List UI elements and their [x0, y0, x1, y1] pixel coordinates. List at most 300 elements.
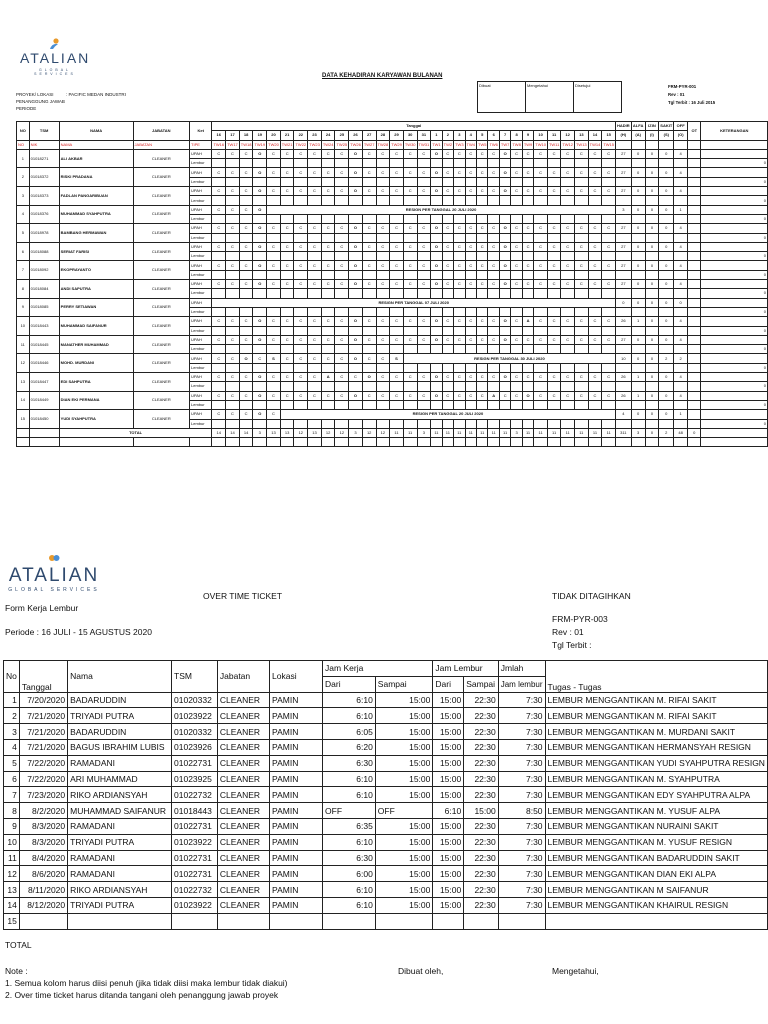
lembur-cell [280, 419, 294, 428]
attendance-mark: C [267, 391, 281, 400]
col-off: OFF [674, 122, 688, 131]
row-tugas: LEMBUR MENGGANTIKAN M. YUSUF ALPA [545, 803, 767, 819]
summary-s: 0 [659, 317, 674, 326]
attendance-mark: C [561, 149, 575, 158]
col-sub: (S) [659, 131, 674, 140]
code-row-day: TW5 [477, 140, 488, 149]
lembur-cell [335, 400, 349, 409]
day-header: 3 [454, 131, 465, 140]
day-header: 10 [534, 131, 548, 140]
empty-cell [602, 438, 616, 447]
total-ot: 0 [688, 428, 701, 437]
lembur-cell [390, 307, 404, 316]
keterangan-cell [701, 261, 768, 270]
lembur-cell [499, 252, 510, 261]
lembur-cell [534, 159, 548, 168]
summary-h: 26 [616, 373, 632, 382]
empty-cell [362, 438, 376, 447]
lembur-cell [403, 177, 417, 186]
attendance-mark: C [534, 335, 548, 344]
lembur-cell [547, 289, 560, 298]
keterangan-cell [701, 335, 768, 344]
total-day: 13 [308, 428, 322, 437]
lembur-summary [674, 326, 688, 335]
row-no: 11 [4, 850, 20, 866]
row-nama: MUHAMMAD SAIFANUR [68, 803, 172, 819]
attendance-mark: C [417, 168, 431, 177]
attendance-mark: A [522, 317, 533, 326]
lembur-cell [294, 382, 308, 391]
summary-a: 0 [631, 187, 645, 196]
lembur-cell [561, 363, 575, 372]
row-lembur-sampai: 22:30 [464, 866, 499, 882]
lembur-cell [308, 233, 322, 242]
attendance-mark: C [308, 373, 322, 382]
day-header: 4 [465, 131, 476, 140]
summary-ot [688, 317, 701, 326]
lembur-cell [280, 382, 294, 391]
row-tanggal: 7/23/2020 [19, 787, 67, 803]
attendance-mark: C [417, 261, 431, 270]
lembur-summary [659, 270, 674, 279]
summary-s: 0 [659, 149, 674, 158]
total-day: 3 [253, 428, 267, 437]
lembur-cell [403, 419, 417, 428]
employee-jabatan: CLEANER [133, 168, 189, 187]
doc-date: Tgl Terbit : 16 Juli 2015 [668, 100, 716, 105]
empty-cell [133, 438, 189, 447]
attendance-mark: C [574, 335, 588, 344]
lembur-cell [442, 159, 453, 168]
keterangan-cell [701, 298, 768, 307]
lembur-cell [547, 326, 560, 335]
table-row [4, 850, 768, 866]
logo-name: ATALIAN [20, 50, 91, 66]
attendance-mark: O [239, 354, 253, 363]
lembur-cell [511, 289, 522, 298]
attendance-mark: C [212, 335, 226, 344]
lembur-cell [362, 196, 376, 205]
lembur-cell [267, 270, 281, 279]
row-kerja-sampai: 15:00 [375, 708, 433, 724]
lembur-summary [631, 363, 645, 372]
row-kerja-dari: 6:30 [323, 850, 376, 866]
lembur-cell [294, 400, 308, 409]
day-header: 16 [212, 131, 226, 140]
attendance-mark: O [522, 391, 533, 400]
row-nama: RIKO ARDIANSYAH [68, 787, 172, 803]
lembur-cell [417, 159, 431, 168]
row-lembur-dari: 15:00 [433, 818, 464, 834]
day-header: 18 [239, 131, 253, 140]
attendance-mark: C [588, 187, 602, 196]
lembur-cell [477, 307, 488, 316]
attendance-mark: C [465, 149, 476, 158]
lembur-cell [522, 159, 533, 168]
attendance-mark: C [390, 224, 404, 233]
col-nama: Nama [68, 661, 172, 693]
attendance-mark: C [534, 317, 548, 326]
row-kerja-dari: OFF [323, 803, 376, 819]
day-header: 30 [403, 131, 417, 140]
empty-cell [442, 438, 453, 447]
code-row-day: TW29 [390, 140, 404, 149]
row-tugas: LEMBUR MENGGANTIKAN HERMANSYAH RESIGN [545, 739, 767, 755]
summary-s: 0 [659, 261, 674, 270]
empty-cell [308, 438, 322, 447]
summary-h: 27 [616, 335, 632, 344]
lembur-cell [212, 419, 226, 428]
attendance-mark: C [454, 373, 465, 382]
attendance-mark: C [477, 335, 488, 344]
employee-tsm: 01018376 [29, 205, 59, 224]
empty-cell [631, 438, 645, 447]
lembur-cell [267, 345, 281, 354]
lembur-cell [403, 382, 417, 391]
attendance-mark: C [403, 149, 417, 158]
code-row-cell: JABATAN [133, 140, 189, 149]
code-row-day: TW23 [308, 140, 322, 149]
lembur-summary [631, 270, 645, 279]
code-row-cell: NAMA [59, 140, 133, 149]
summary-o: 2 [674, 354, 688, 363]
attendance-mark: C [308, 187, 322, 196]
lembur-cell [465, 289, 476, 298]
attendance-mark: C [547, 280, 560, 289]
lembur-cell [499, 159, 510, 168]
attendance-mark: C [390, 187, 404, 196]
attendance-mark: C [212, 242, 226, 251]
attendance-mark: C [511, 149, 522, 158]
attendance-mark: O [349, 149, 363, 158]
row-nama: RAMADANI [68, 850, 172, 866]
row-tsm: 01023922 [172, 834, 218, 850]
attendance-mark: C [294, 149, 308, 158]
ket-upah: UPAH [190, 354, 212, 363]
attendance-mark: C [477, 168, 488, 177]
row-lembur-dari: 15:00 [433, 897, 464, 913]
table-row [17, 168, 768, 177]
row-jumlah: 7:30 [498, 850, 545, 866]
attendance-mark: C [226, 205, 240, 214]
row-jabatan: CLEANER [217, 818, 269, 834]
attendance-mark: C [308, 149, 322, 158]
attendance-mark: C [442, 280, 453, 289]
attendance-mark: C [267, 280, 281, 289]
col-kerja-sampai: Sampai [375, 676, 433, 692]
lembur-cell [349, 159, 363, 168]
empty-cell [280, 438, 294, 447]
attendance-mark: C [454, 149, 465, 158]
code-row-day: TW24 [321, 140, 335, 149]
lembur-cell [390, 196, 404, 205]
lembur-cell [499, 382, 510, 391]
lembur-summary [659, 326, 674, 335]
attendance-mark: C [403, 391, 417, 400]
total-blank [701, 428, 768, 437]
col-jumlah-sub: Jam lembur [498, 676, 545, 692]
attendance-mark: C [534, 391, 548, 400]
lembur-cell [499, 345, 510, 354]
total-day: 11 [488, 428, 499, 437]
table-row [17, 391, 768, 400]
row-nama: RAMADANI [68, 818, 172, 834]
col-lokasi: Lokasi [270, 661, 323, 693]
lembur-cell [522, 214, 533, 223]
lembur-keterangan: 0 [701, 345, 768, 354]
lembur-cell [442, 382, 453, 391]
lembur-cell [602, 270, 616, 279]
lembur-cell [561, 419, 575, 428]
attendance-mark: C [534, 187, 548, 196]
attendance-mark: O [253, 410, 267, 419]
row-nama: TRIYADI PUTRA [68, 834, 172, 850]
ket-upah: UPAH [190, 149, 212, 158]
lembur-cell [253, 177, 267, 186]
lembur-cell [442, 289, 453, 298]
attendance-mark: C [588, 261, 602, 270]
attendance-mark: C [477, 242, 488, 251]
row-no: 8 [4, 803, 20, 819]
employee-jabatan: CLEANER [133, 317, 189, 336]
attendance-mark: C [267, 224, 281, 233]
attendance-mark: C [534, 280, 548, 289]
attendance-mark: C [522, 168, 533, 177]
summary-ot [688, 298, 701, 307]
lembur-cell [294, 177, 308, 186]
attendance-mark: O [499, 261, 510, 270]
attendance-mark: C [588, 317, 602, 326]
attendance-mark: C [499, 391, 510, 400]
attendance-mark: O [253, 205, 267, 214]
lembur-keterangan: 0 [701, 289, 768, 298]
employee-jabatan: CLEANER [133, 354, 189, 373]
lembur-cell [226, 289, 240, 298]
employee-tsm: 01018978 [29, 224, 59, 243]
lembur-summary [616, 307, 632, 316]
empty-cell [688, 438, 701, 447]
summary-h: 4 [616, 410, 632, 419]
attendance-mark: O [253, 391, 267, 400]
lembur-cell [431, 159, 442, 168]
lembur-cell [454, 196, 465, 205]
col-jam-kerja: Jam Kerja [323, 661, 433, 677]
lembur-cell [454, 419, 465, 428]
lembur-summary [674, 382, 688, 391]
row-nama: ARI MUHAMMAD [68, 771, 172, 787]
lembur-cell [294, 196, 308, 205]
lembur-cell [376, 307, 390, 316]
employee-jabatan: CLEANER [133, 410, 189, 429]
lembur-cell [574, 252, 588, 261]
summary-h: 27 [616, 187, 632, 196]
attendance-mark: C [280, 261, 294, 270]
attendance-mark: C [454, 391, 465, 400]
lembur-cell [511, 400, 522, 409]
lembur-cell [454, 159, 465, 168]
sign-box-disetujui: Disetujui [574, 82, 622, 113]
attendance-mark: C [403, 317, 417, 326]
lembur-cell [349, 289, 363, 298]
attendance-mark: C [488, 187, 499, 196]
attendance-mark: C [362, 280, 376, 289]
attendance-mark: C [362, 317, 376, 326]
day-header: 15 [602, 131, 616, 140]
employee-no: 2 [17, 168, 30, 187]
lembur-cell [403, 214, 417, 223]
row-kerja-sampai: 15:00 [375, 866, 433, 882]
lembur-cell [602, 326, 616, 335]
ket-lembur: Lembur [190, 289, 212, 298]
summary-i: 0 [645, 205, 659, 214]
row-kerja-sampai: 15:00 [375, 771, 433, 787]
row-no: 1 [4, 692, 20, 708]
summary-o: 4 [674, 149, 688, 158]
attendance-mark: C [335, 354, 349, 363]
employee-name: EDI SAHPUTRA [59, 373, 133, 392]
lembur-cell [253, 196, 267, 205]
empty-cell [267, 438, 281, 447]
lembur-cell [431, 307, 442, 316]
attendance-mark: C [294, 280, 308, 289]
lembur-cell [212, 345, 226, 354]
lembur-cell [417, 177, 431, 186]
col-jabatan: Jabatan [217, 661, 269, 693]
lembur-cell [522, 289, 533, 298]
attendance-mark: C [335, 335, 349, 344]
lembur-cell [602, 233, 616, 242]
lembur-cell [561, 196, 575, 205]
attendance-mark: C [212, 187, 226, 196]
lembur-cell [511, 177, 522, 186]
summary-ot [688, 149, 701, 158]
row-jabatan [217, 913, 269, 929]
lembur-cell [417, 233, 431, 242]
resign-note: RESIGN PER TANGGAL 30 JULI 2020 [403, 354, 615, 363]
summary-i: 0 [645, 280, 659, 289]
row-lokasi: PAMIN [270, 850, 323, 866]
row-jabatan: CLEANER [217, 882, 269, 898]
row-lokasi: PAMIN [270, 724, 323, 740]
lembur-cell [488, 382, 499, 391]
attendance-mark: C [561, 187, 575, 196]
attendance-mark: C [561, 261, 575, 270]
total-day: 12 [376, 428, 390, 437]
lembur-cell [547, 214, 560, 223]
summary-ot [688, 187, 701, 196]
lembur-cell [561, 177, 575, 186]
row-lembur-sampai: 22:30 [464, 739, 499, 755]
attendance-mark: C [488, 373, 499, 382]
row-jabatan: CLEANER [217, 739, 269, 755]
attendance-mark: C [212, 224, 226, 233]
row-lembur-sampai: 15:00 [464, 803, 499, 819]
ket-upah: UPAH [190, 187, 212, 196]
lembur-cell [280, 177, 294, 186]
code-row-cell [688, 140, 701, 149]
ket-upah: UPAH [190, 242, 212, 251]
summary-o: 4 [674, 168, 688, 177]
summary-a: 0 [631, 242, 645, 251]
lembur-cell [547, 345, 560, 354]
code-row-day: TW30 [403, 140, 417, 149]
lembur-cell [499, 233, 510, 242]
row-kerja-dari: 6:10 [323, 834, 376, 850]
code-row-day: TW27 [362, 140, 376, 149]
row-kerja-dari: 6:10 [323, 708, 376, 724]
attendance-mark: C [574, 261, 588, 270]
lembur-summary [631, 177, 645, 186]
lembur-cell [239, 270, 253, 279]
lembur-cell [431, 233, 442, 242]
lembur-cell [534, 289, 548, 298]
day-header: 2 [442, 131, 453, 140]
lembur-summary [659, 382, 674, 391]
total-day: 14 [226, 428, 240, 437]
row-tanggal [19, 913, 67, 929]
code-row-day: TW31 [417, 140, 431, 149]
attendance-mark: C [477, 149, 488, 158]
total-day: 11 [477, 428, 488, 437]
lembur-summary [645, 214, 659, 223]
summary-i: 0 [645, 354, 659, 363]
atalian-logo-icon [49, 38, 61, 50]
lembur-summary [616, 233, 632, 242]
row-jabatan: CLEANER [217, 708, 269, 724]
summary-a: 1 [631, 317, 645, 326]
lembur-cell [294, 307, 308, 316]
attendance-mark: C [294, 224, 308, 233]
attendance-mark: C [253, 354, 267, 363]
code-row-cell: NO [17, 140, 30, 149]
row-jumlah: 7:30 [498, 897, 545, 913]
lembur-cell [454, 363, 465, 372]
lembur-cell [253, 233, 267, 242]
col-alfa: ALFA [631, 122, 645, 131]
row-tsm: 01022731 [172, 818, 218, 834]
code-row-day: TW26 [349, 140, 363, 149]
keterangan-cell [701, 187, 768, 196]
lembur-cell [226, 326, 240, 335]
employee-name: EKOPRAYANTO [59, 261, 133, 280]
attendance-mark: C [588, 242, 602, 251]
table-row [4, 708, 768, 724]
employee-jabatan: CLEANER [133, 224, 189, 243]
note-1: 1. Semua kolom harus diisi penuh (jika tidak diisi maka lembur tidak diakui) [5, 978, 288, 988]
employee-name: MOHD. MURDANI [59, 354, 133, 373]
code-row-day: TW2 [442, 140, 453, 149]
lembur-cell [335, 196, 349, 205]
code-row-day: TW25 [335, 140, 349, 149]
lembur-cell [239, 196, 253, 205]
lembur-summary [688, 289, 701, 298]
lembur-cell [226, 233, 240, 242]
total-day: 11 [403, 428, 417, 437]
total-day: 13 [280, 428, 294, 437]
code-row-day: TW13 [574, 140, 588, 149]
lembur-cell [308, 419, 322, 428]
empty-cell [212, 438, 226, 447]
row-jabatan: CLEANER [217, 771, 269, 787]
empty-cell [226, 438, 240, 447]
attendance-mark: C [362, 242, 376, 251]
day-header: 9 [522, 131, 533, 140]
row-lembur-sampai [464, 913, 499, 929]
keterangan-cell [701, 280, 768, 289]
lembur-cell [522, 363, 533, 372]
attendance-mark: C [321, 242, 335, 251]
attendance-mark: C [308, 224, 322, 233]
